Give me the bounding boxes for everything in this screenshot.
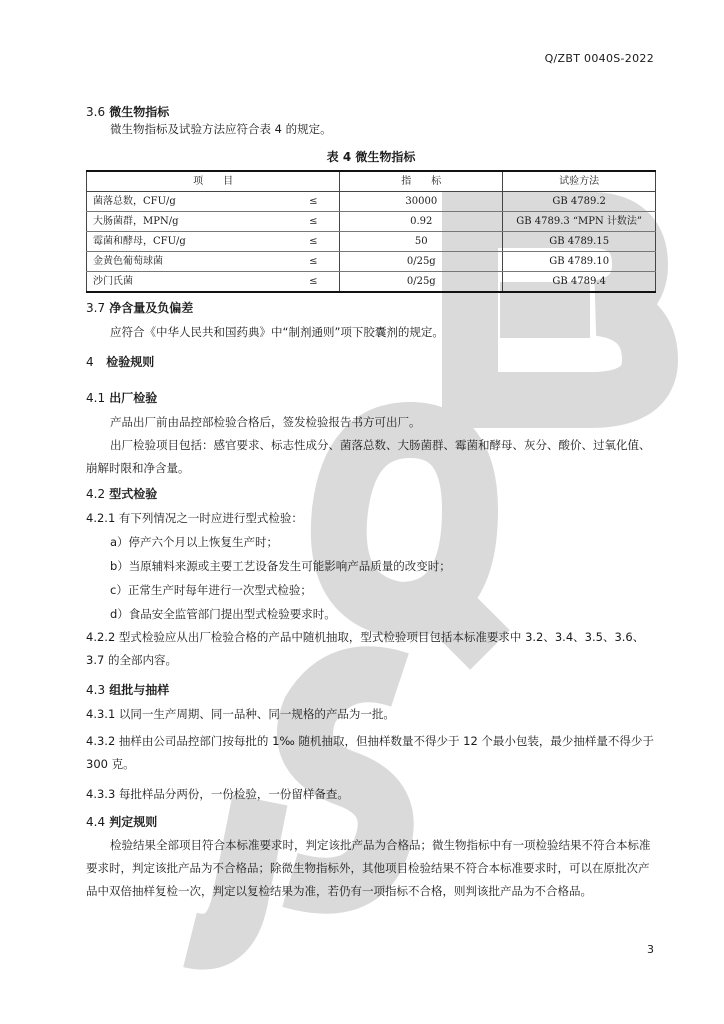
paragraph: 应符合《中华人民共和国药典》中“制剂通则”项下胶囊剂的规定。	[110, 325, 444, 339]
clause-4-3-1: 4.3.1 以同一生产周期、同一品种、同一规格的产品为一批。	[86, 707, 395, 721]
cell-method: GB 4789.4	[503, 272, 656, 293]
column-header-method: 试验方法	[503, 171, 656, 192]
table-caption: 表 4 微生物指标	[326, 150, 416, 164]
cell-symbol: ≤	[287, 232, 340, 252]
microbial-index-table	[86, 170, 656, 293]
cell-symbol: ≤	[287, 192, 340, 212]
table-row	[87, 252, 656, 272]
clause-4-3-2: 4.3.2 抽样由公司品控部门按每批的 1‰ 随机抽取，但抽样数量不得少于 12 个最小包装，最少抽样量不得少于 300 克。	[86, 734, 654, 771]
clause-4-2-2: 4.2.2 型式检验应从出厂检验合格的产品中随机抽取，型式检验项目包括本标准要求中 3.2、3.4、3.5、3.6、3.7 的全部内容。	[86, 630, 645, 667]
paragraph: 产品出厂前由品控部检验合格后，签发检验报告书方可出厂。	[110, 415, 421, 429]
cell-value: 30000	[340, 192, 503, 212]
cell-item: 沙门氏菌	[87, 272, 288, 293]
cell-value: 0.92	[340, 212, 503, 232]
cell-symbol: ≤	[287, 272, 340, 293]
section-title: 判定规则	[109, 815, 158, 829]
cell-item: 大肠菌群，MPN/g	[87, 212, 288, 232]
section-4-4	[86, 810, 656, 903]
list-item: c）正常生产时每年进行一次型式检验；	[110, 583, 312, 597]
standard-code: Q/ZBT 0040S-2022	[544, 52, 654, 65]
list-item: d）食品安全监管部门提出型式检验要求时。	[110, 607, 336, 621]
paragraph: 微生物指标及试验方法应符合表 4 的规定。	[110, 122, 332, 136]
table-row	[87, 272, 656, 293]
cell-item: 菌落总数，CFU/g	[87, 192, 288, 212]
section-title: 微生物指标	[109, 105, 170, 119]
cell-item: 金黄色葡萄球菌	[87, 252, 288, 272]
cell-item: 霉菌和酵母，CFU/g	[87, 232, 288, 252]
cell-method: GB 4789.10	[503, 252, 656, 272]
section-3-7	[86, 296, 656, 344]
list-item: a）停产六个月以上恢复生产时；	[110, 535, 279, 549]
cell-method: GB 4789.3 “MPN 计数法”	[503, 212, 656, 232]
page-number: 3	[647, 943, 654, 956]
section-title: 出厂检验	[109, 391, 158, 405]
cell-symbol: ≤	[287, 252, 340, 272]
table-row	[87, 192, 656, 212]
clause-4-3-3: 4.3.3 每批样品分两份，一份检验，一份留样备查。	[86, 787, 349, 801]
section-3-6	[86, 104, 332, 138]
cell-method: GB 4789.15	[503, 232, 656, 252]
section-4-3	[86, 678, 656, 806]
clause-4-2-1: 4.2.1 有下列情况之一时应进行型式检验：	[86, 511, 303, 525]
section-4	[86, 350, 656, 374]
section-heading: 4.1 出厂检验	[86, 391, 158, 405]
cell-value: 50	[340, 232, 503, 252]
cell-value: 0/25g	[340, 272, 503, 293]
section-title: 检验规则	[106, 355, 155, 369]
section-heading: 3.7 净含量及负偏差	[86, 301, 194, 315]
section-heading: 3.6 微生物指标	[86, 105, 170, 119]
paragraph: 检验结果全部项目符合本标准要求时，判定该批产品为合格品；微生物指标中有一项检验结果不符合本标准要求时，判定该批产品为不合格品；除微生物指标外，其他项目检验结果不符合本标准要求时，可以在原批次产品中双倍抽样复检一次，判定以复检结果为准，若仍有一项指标不合格，则判该批产品为不合格品。	[86, 838, 651, 898]
cell-method: GB 4789.2	[503, 192, 656, 212]
table-row	[87, 232, 656, 252]
section-heading: 4 检验规则	[86, 355, 155, 369]
list-item: b）当原辅料来源或主要工艺设备发生可能影响产品质量的改变时；	[110, 559, 451, 573]
column-header-index: 指 标	[340, 171, 503, 192]
paragraph: 出厂检验项目包括：感官要求、标志性成分、菌落总数、大肠菌群、霉菌和酵母、灰分、酸价、过氧化值、崩解时限和净含量。	[86, 438, 651, 475]
column-header-item: 项 目	[87, 171, 340, 192]
section-heading: 4.3 组批与抽样	[86, 683, 170, 697]
section-4-2	[86, 482, 656, 672]
table-row	[87, 212, 656, 232]
cell-value: 0/25g	[340, 252, 503, 272]
cell-symbol: ≤	[287, 212, 340, 232]
section-heading: 4.2 型式检验	[86, 487, 158, 501]
section-title: 净含量及负偏差	[109, 301, 194, 315]
section-4-1	[86, 386, 656, 480]
section-title: 组批与抽样	[109, 683, 170, 697]
section-title: 型式检验	[109, 487, 158, 501]
section-heading: 4.4 判定规则	[86, 815, 158, 829]
